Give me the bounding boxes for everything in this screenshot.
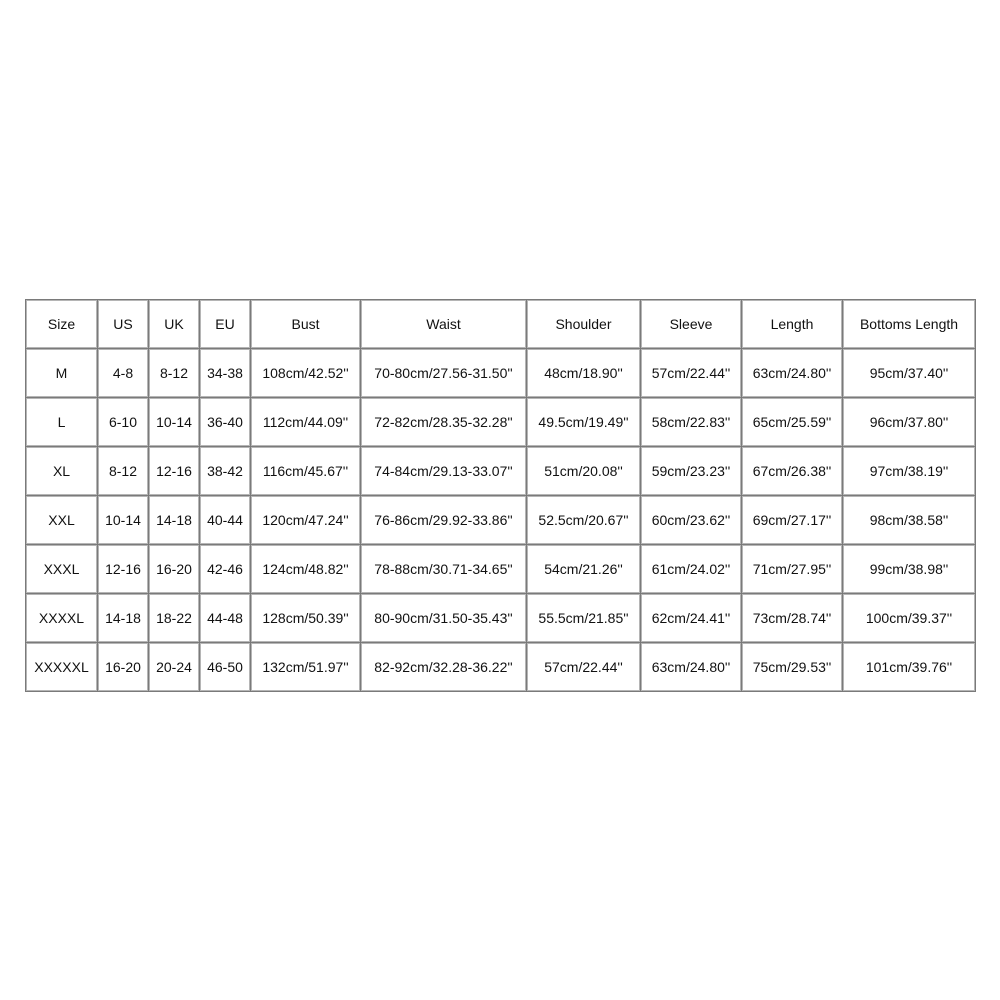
cell-sleeve: 59cm/23.23'': [641, 447, 742, 496]
cell-bottoms-length: 101cm/39.76'': [843, 643, 976, 692]
cell-waist: 76-86cm/29.92-33.86'': [361, 496, 527, 545]
cell-eu: 36-40: [200, 398, 251, 447]
cell-us: 10-14: [98, 496, 149, 545]
table-row: [26, 496, 976, 545]
cell-us: 14-18: [98, 594, 149, 643]
column-header-uk: UK: [149, 300, 200, 349]
cell-shoulder: 52.5cm/20.67'': [527, 496, 641, 545]
cell-bust: 128cm/50.39'': [251, 594, 361, 643]
cell-bust: 112cm/44.09'': [251, 398, 361, 447]
cell-length: 63cm/24.80'': [742, 349, 843, 398]
cell-size: XXXXL: [26, 594, 98, 643]
cell-waist: 82-92cm/32.28-36.22'': [361, 643, 527, 692]
cell-us: 6-10: [98, 398, 149, 447]
column-header-bust: Bust: [251, 300, 361, 349]
table-row: [26, 349, 976, 398]
cell-eu: 46-50: [200, 643, 251, 692]
cell-eu: 42-46: [200, 545, 251, 594]
cell-uk: 18-22: [149, 594, 200, 643]
size-chart-table: [25, 299, 976, 692]
table-row: [26, 594, 976, 643]
cell-shoulder: 55.5cm/21.85'': [527, 594, 641, 643]
table-row: [26, 643, 976, 692]
cell-size: XXXL: [26, 545, 98, 594]
table-row: [26, 398, 976, 447]
cell-uk: 14-18: [149, 496, 200, 545]
cell-length: 65cm/25.59'': [742, 398, 843, 447]
cell-sleeve: 62cm/24.41'': [641, 594, 742, 643]
cell-bottoms-length: 95cm/37.40'': [843, 349, 976, 398]
cell-waist: 80-90cm/31.50-35.43'': [361, 594, 527, 643]
cell-bottoms-length: 98cm/38.58'': [843, 496, 976, 545]
cell-us: 8-12: [98, 447, 149, 496]
cell-eu: 34-38: [200, 349, 251, 398]
cell-eu: 38-42: [200, 447, 251, 496]
cell-uk: 10-14: [149, 398, 200, 447]
column-header-eu: EU: [200, 300, 251, 349]
column-header-size: Size: [26, 300, 98, 349]
cell-bust: 124cm/48.82'': [251, 545, 361, 594]
cell-size: XL: [26, 447, 98, 496]
cell-shoulder: 57cm/22.44'': [527, 643, 641, 692]
cell-us: 16-20: [98, 643, 149, 692]
cell-waist: 72-82cm/28.35-32.28'': [361, 398, 527, 447]
cell-bust: 108cm/42.52'': [251, 349, 361, 398]
cell-uk: 12-16: [149, 447, 200, 496]
column-header-length: Length: [742, 300, 843, 349]
cell-shoulder: 48cm/18.90'': [527, 349, 641, 398]
cell-length: 75cm/29.53'': [742, 643, 843, 692]
cell-size: XXXXXL: [26, 643, 98, 692]
cell-size: L: [26, 398, 98, 447]
cell-length: 71cm/27.95'': [742, 545, 843, 594]
cell-uk: 8-12: [149, 349, 200, 398]
cell-shoulder: 49.5cm/19.49'': [527, 398, 641, 447]
column-header-sleeve: Sleeve: [641, 300, 742, 349]
cell-waist: 74-84cm/29.13-33.07'': [361, 447, 527, 496]
table-row: [26, 545, 976, 594]
cell-shoulder: 54cm/21.26'': [527, 545, 641, 594]
cell-length: 67cm/26.38'': [742, 447, 843, 496]
cell-size: M: [26, 349, 98, 398]
cell-bottoms-length: 96cm/37.80'': [843, 398, 976, 447]
cell-bottoms-length: 99cm/38.98'': [843, 545, 976, 594]
cell-us: 4-8: [98, 349, 149, 398]
cell-bottoms-length: 97cm/38.19'': [843, 447, 976, 496]
cell-shoulder: 51cm/20.08'': [527, 447, 641, 496]
cell-sleeve: 60cm/23.62'': [641, 496, 742, 545]
cell-eu: 44-48: [200, 594, 251, 643]
cell-us: 12-16: [98, 545, 149, 594]
cell-bust: 116cm/45.67'': [251, 447, 361, 496]
cell-bust: 132cm/51.97'': [251, 643, 361, 692]
cell-eu: 40-44: [200, 496, 251, 545]
column-header-shoulder: Shoulder: [527, 300, 641, 349]
cell-length: 73cm/28.74'': [742, 594, 843, 643]
column-header-waist: Waist: [361, 300, 527, 349]
cell-length: 69cm/27.17'': [742, 496, 843, 545]
cell-waist: 78-88cm/30.71-34.65'': [361, 545, 527, 594]
cell-bottoms-length: 100cm/39.37'': [843, 594, 976, 643]
table-row: [26, 447, 976, 496]
cell-uk: 16-20: [149, 545, 200, 594]
column-header-bottoms-length: Bottoms Length: [843, 300, 976, 349]
cell-waist: 70-80cm/27.56-31.50'': [361, 349, 527, 398]
cell-sleeve: 58cm/22.83'': [641, 398, 742, 447]
cell-sleeve: 63cm/24.80'': [641, 643, 742, 692]
cell-size: XXL: [26, 496, 98, 545]
cell-bust: 120cm/47.24'': [251, 496, 361, 545]
header-row: [26, 300, 976, 349]
cell-sleeve: 57cm/22.44'': [641, 349, 742, 398]
cell-uk: 20-24: [149, 643, 200, 692]
column-header-us: US: [98, 300, 149, 349]
cell-sleeve: 61cm/24.02'': [641, 545, 742, 594]
